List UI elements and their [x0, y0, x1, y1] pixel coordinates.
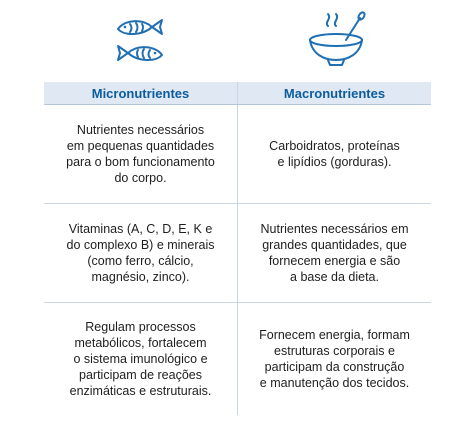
- header-micronutrients: Micronutrientes: [44, 82, 238, 105]
- comparison-table: [44, 82, 431, 415]
- soup-bowl-icon: [304, 10, 368, 70]
- header-row: [44, 82, 431, 105]
- cell-macro-functions: Fornecem energia, formam estruturas corporais e participam da construção e manutenção dos tecidos.: [238, 303, 432, 416]
- cell-macro-definition: Carboidratos, proteínas e lipídios (gorduras).: [238, 105, 432, 204]
- table-row: [44, 204, 431, 303]
- cell-macro-examples: Nutrientes necessários em grandes quantidades, que fornecem energia e são a base da dieta.: [238, 204, 432, 303]
- cell-micro-examples: Vitaminas (A, C, D, E, K e do complexo B) e minerais (como ferro, cálcio, magnésio, zinco).: [44, 204, 238, 303]
- table-row: [44, 105, 431, 204]
- fish-icon: [112, 12, 168, 70]
- header-macronutrients: Macronutrientes: [238, 82, 432, 105]
- cell-micro-definition: Nutrientes necessários em pequenas quantidades para o bom funcionamento do corpo.: [44, 105, 238, 204]
- table-row: [44, 303, 431, 416]
- cell-micro-functions: Regulam processos metabólicos, fortalecem o sistema imunológico e participam de reações enzimáticas e estruturais.: [69, 320, 212, 398]
